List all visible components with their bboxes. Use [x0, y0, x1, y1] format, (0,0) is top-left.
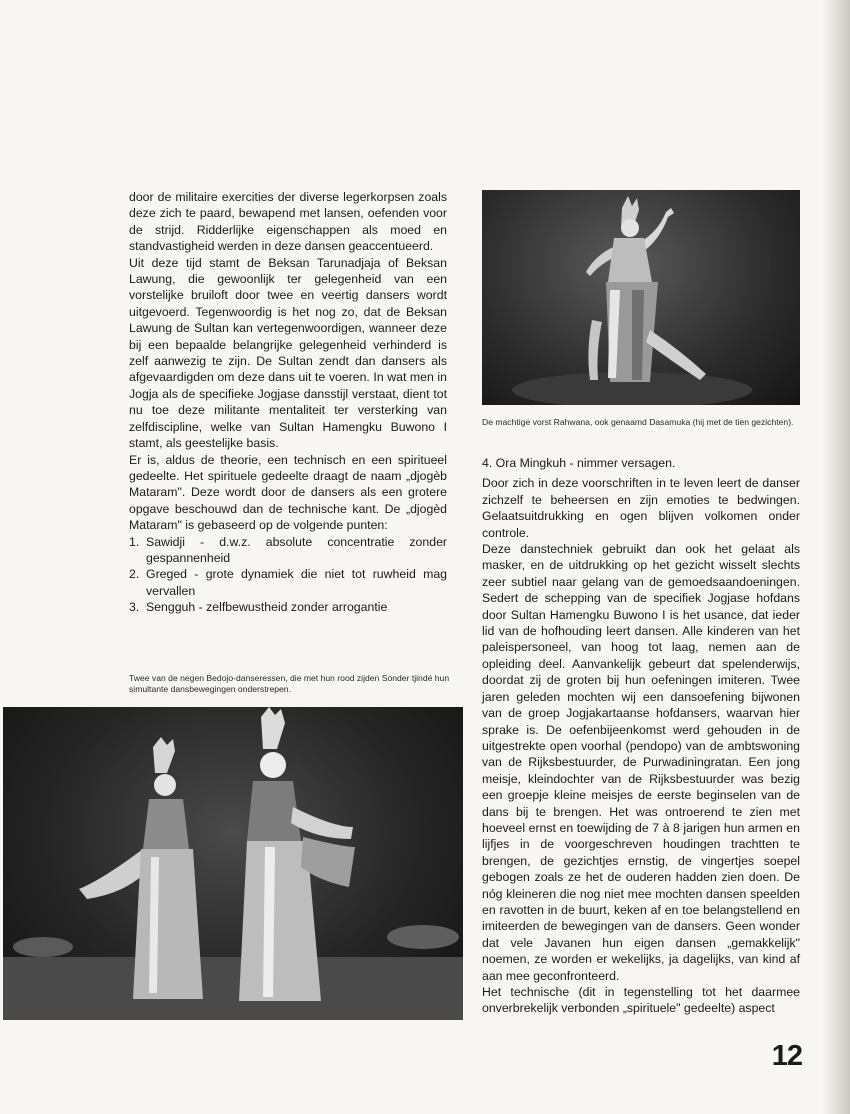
list-item [129, 534, 447, 567]
list-text: Sawidji - d.w.z. absolute concentratie zonder gespannenheid [146, 534, 447, 565]
right-text-column [482, 455, 800, 1017]
paragraph: Door zich in deze voorschriften in te leven leert de danser zichzelf te beheersen en zijn emoties te bedwingen. Gelaatsuitdrukking en ogen blijven volkomen onder controle. [482, 476, 800, 540]
list-number: 2. [129, 567, 140, 582]
list-text: Greged - grote dynamiek die niet tot ruwheid mag vervallen [146, 567, 447, 598]
left-text-column [129, 189, 447, 616]
list-text: Sengguh - zelfbewustheid zonder arrogantie [146, 600, 388, 615]
page-edge-shadow [822, 0, 850, 1114]
photo-rahwana-dancer [482, 190, 800, 405]
dancers-silhouette-graphic [3, 707, 463, 1020]
paragraph: door de militaire exercities der diverse legerkorpsen zoals deze zich te paard, bewapend met lansen, oefenden voor de strijd. Ridderlijke eigenschappen als moed en standvastigheid werden in deze dansen geaccentueerd. [129, 190, 447, 254]
paragraph: Deze danstechniek gebruikt dan ook het gelaat als masker, en de uitdrukking op het gezicht wisselt slechts zeer subtiel naar gelang van de gemoedsaandoeningen. Sedert de schepping van de specifiek Jogjase hofdans door Sultan Hamengku Buwono I is het usance, dat ieder lid van de hofhouding leert dansen. Alle kinderen van het paleispersoneel, van hoog tot laag, nemen aan de opleiding deel. Aanvankelijk gebeurt dat spelenderwijs, doordat zij de groten bij hun oefeningen imiteren. Twee jaren geleden mochten wij een dansoefening bijwonen van de groep Jogjakartaanse hofdansers, waarvan hier sprake is. De oefenbijeenkomst werd gehouden in de uitgestrekte open voorhal (pendopo) van de ambtswoning van de Rijksbestuurder, de Purwadiningratan. Een jong meisje, kleindochter van de Rijksbestuurder was bezig een groepje kleine meisjes de eerste beginselen van de dans bij te brengen. Het was ontroerend te zien met hoeveel ernst en toewijding de 7 à 8 jarigen hun armen en lijfjes in de voorgeschreven houdingen trachtten te brengen, de gezichtjes ernstig, de vingertjes soepel gebogen zoals ze het de ouderen hadden zien doen. De nóg kleineren die nog niet mee mochten dansen speelden en ravotten in de buurt, keken af en toe belangstellend en imiteerden de bewegingen van de dansers. Geen wonder dat vele Javanen hun eigen dansen „gemakkelijk" noemen, ze worden er wekelijks, ja dagelijks, van kind af aan mee geconfronteerd. [482, 542, 800, 983]
list-number: 3. [129, 600, 140, 615]
photo-bedojo-dancers [3, 707, 463, 1020]
list-item [129, 566, 447, 599]
paragraph: Er is, aldus de theorie, een technisch en een spiritueel gedeelte. Het spirituele gedeelte draagt de naam „djogèb Mataram". Deze wordt door de dansers als een grotere opgave beschouwd dan de technische kant. De „djogèd Mataram" is gebaseerd op de volgende punten: [129, 452, 447, 533]
page-number: 12 [771, 1040, 802, 1072]
photo-caption-top: De machtige vorst Rahwana, ook genaamd Dasamuka (hij met de tien gezichten). [482, 417, 794, 427]
paragraph: Uit deze tijd stamt de Beksan Tarunadjaja of Beksan Lawung, die gewoonlijk ter gelegenheid van een vorstelijke bruiloft door twee en veertig dansers wordt uitgevoerd. Tegenwoordig is het nog zo, dat de Beksan Lawung de Sultan kan vertegenwoordigen, wanneer deze bij een bepaalde belangrijke gelegenheid verhinderd is zelf aanwezig te zijn. De Sultan zendt dan dansers als afgevaardigden om deze dans uit te voeren. In wat men in Jogja als de specifieke Jogjase dansstijl verstaat, dient tot nu toe deze militante mentaliteit ter versterking van zelfdiscipline, welke van Sultan Hamengku Buwono I stamt, als geestelijke basis. [129, 255, 447, 451]
point-four: 4. Ora Mingkuh - nimmer versagen. [482, 456, 676, 470]
principles-list [129, 534, 447, 616]
list-item [129, 599, 447, 615]
dancer-silhouette-graphic [482, 190, 800, 405]
photo-caption-bottom: Twee van de negen Bedojo-danseressen, die met hun rood zijden Sonder tjindé hun simultante dansbewegingen onderstrepen. [129, 673, 450, 694]
paragraph: Het technische (dit in tegenstelling tot het daarmee onverbrekelijk verbonden „spirituele" gedeelte) aspect [482, 985, 800, 1016]
list-number: 1. [129, 534, 140, 549]
